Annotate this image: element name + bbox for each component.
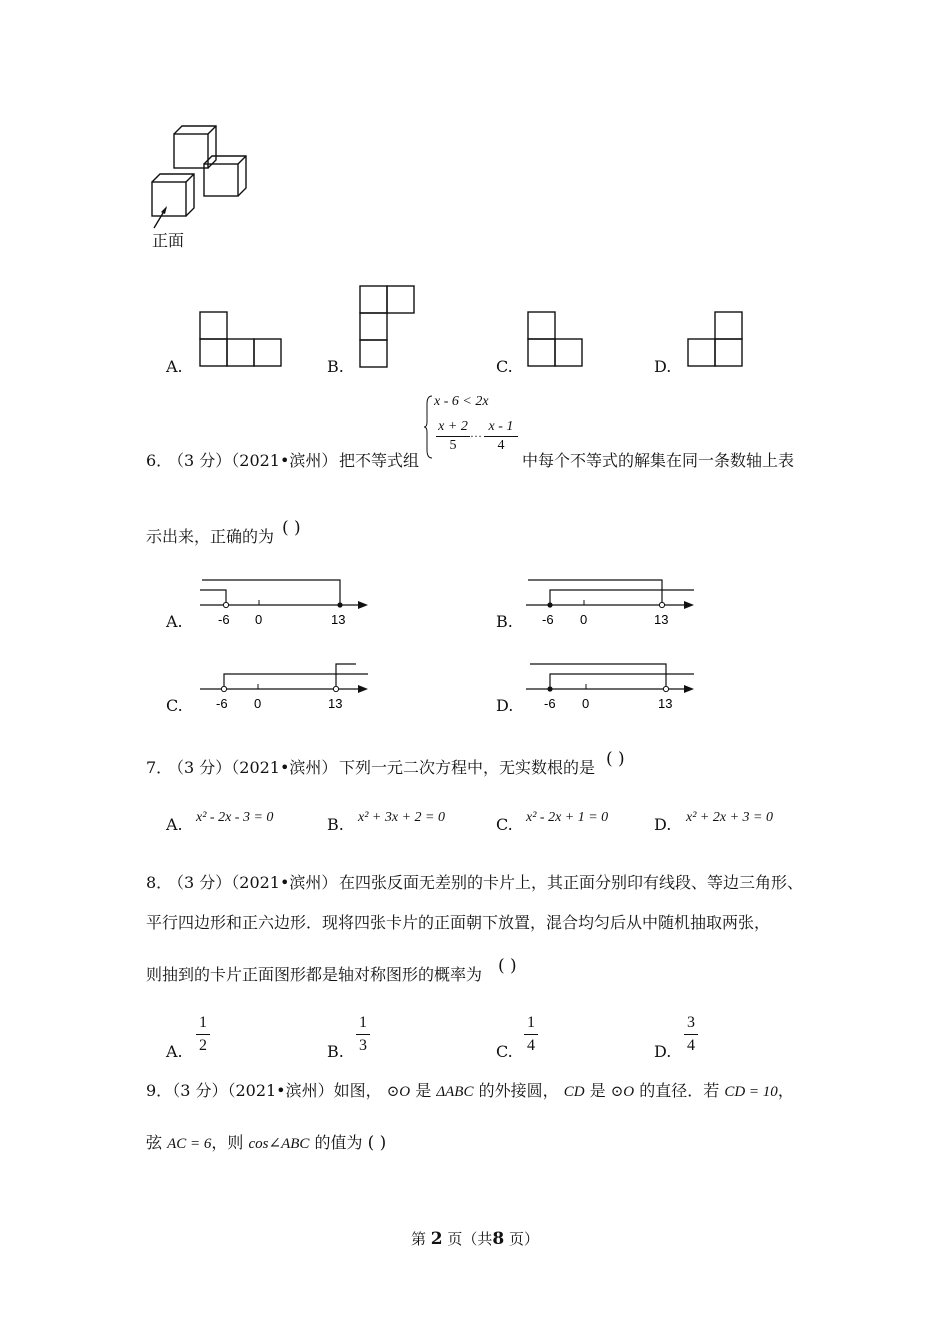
q6-frac-right-den: 4	[497, 438, 505, 453]
q8-line3: 则抽到的卡片正面图形都是轴对称图形的概率为	[146, 965, 483, 984]
q7-option-a-letter[interactable]: A.	[166, 815, 183, 834]
q8-option-d-letter[interactable]: D.	[654, 1042, 672, 1061]
tick-label: 13	[654, 612, 669, 627]
frac-den: 4	[527, 1037, 535, 1054]
tick-label: 13	[328, 696, 343, 711]
q6-option-b-numberline[interactable]	[522, 572, 702, 632]
q6-answer-paren[interactable]: ( )	[282, 518, 301, 538]
q6-frac-right	[484, 419, 518, 454]
q6-option-d-numberline[interactable]	[522, 656, 702, 716]
q9-line1	[146, 1078, 794, 1101]
q6-number: 6．	[146, 451, 173, 470]
footer-text: 页（共	[447, 1230, 493, 1248]
tick-label: -6	[216, 696, 228, 711]
q6-option-c-letter[interactable]: C.	[166, 696, 183, 715]
frac-num: 1	[199, 1014, 207, 1031]
q7-option-c-eq[interactable]: x² - 2x + 1 = 0	[526, 810, 609, 825]
q9-math: AC = 6	[167, 1136, 212, 1152]
tick-label: -6	[218, 612, 230, 627]
q9-math: cos∠ABC	[248, 1136, 310, 1152]
q9-math: ΔABC	[436, 1084, 474, 1100]
q9-text: ，则	[211, 1133, 244, 1152]
q8-option-b-letter[interactable]: B.	[327, 1042, 344, 1061]
q5-option-d-view[interactable]	[686, 310, 746, 370]
q9-math: ⊙O	[386, 1084, 411, 1100]
q9-text: ，	[777, 1081, 794, 1100]
tick-label: -6	[544, 696, 556, 711]
q5-option-b-view[interactable]	[358, 284, 418, 370]
q6-option-a-letter[interactable]: A.	[166, 612, 183, 631]
frac-num: 3	[687, 1014, 695, 1031]
q6-option-d-letter[interactable]: D.	[496, 696, 514, 715]
q7-option-d-eq[interactable]: x² + 2x + 3 = 0	[686, 810, 773, 825]
frac-den: 4	[687, 1037, 695, 1054]
q6-meta: （3 分）（2021•滨州）	[168, 451, 338, 470]
q9-text: 是	[415, 1081, 432, 1100]
q7-answer-paren[interactable]: ( )	[606, 749, 625, 769]
footer-text: 第	[410, 1230, 426, 1248]
tick-label: 13	[658, 696, 673, 711]
q6-frac-left-den: 5	[449, 438, 457, 453]
tick-label: 0	[580, 612, 588, 627]
q8-option-b-frac[interactable]	[356, 1014, 370, 1055]
front-label: 正面	[152, 231, 185, 250]
q6-frac-left-num: x + 2	[438, 419, 468, 434]
q6-option-b-letter[interactable]: B.	[496, 612, 513, 631]
q5-option-c-view[interactable]	[526, 310, 586, 370]
q9-text: 的外接圆，	[478, 1081, 559, 1100]
q8-line1: 在四张反面无差别的卡片上，其正面分别印有线段、等边三角形、	[339, 873, 804, 892]
q9-number: 9．	[146, 1081, 173, 1100]
q5-option-a-view[interactable]	[198, 310, 284, 370]
page-footer	[0, 1228, 950, 1249]
q6-option-c-numberline[interactable]	[196, 656, 376, 716]
q6-frac-left	[436, 419, 470, 454]
footer-text: 页）	[509, 1230, 540, 1248]
frac-num: 1	[527, 1014, 535, 1031]
q6-text-before: 把不等式组	[339, 451, 420, 470]
q9-math: CD = 10	[724, 1084, 778, 1100]
q6-option-a-numberline[interactable]	[196, 572, 376, 632]
q6-rel: …	[470, 426, 482, 440]
q9-text: 的值为	[314, 1133, 363, 1152]
tick-label: 13	[331, 612, 346, 627]
q9-text: 弦	[146, 1133, 163, 1152]
q7-option-c-letter[interactable]: C.	[496, 815, 513, 834]
total-pages: 8	[492, 1229, 505, 1249]
q8-option-c-frac[interactable]	[524, 1014, 538, 1055]
q9-text: 是	[589, 1081, 606, 1100]
q9-answer-paren[interactable]: ( )	[367, 1133, 387, 1153]
q8-option-c-letter[interactable]: C.	[496, 1042, 513, 1061]
q8-option-d-frac[interactable]	[684, 1014, 698, 1055]
q7-text: 下列一元二次方程中，无实数根的是	[339, 758, 596, 777]
q7-option-b-eq[interactable]: x² + 3x + 2 = 0	[358, 810, 445, 825]
q5-option-c-letter[interactable]: C.	[496, 357, 513, 376]
q8-option-a-frac[interactable]	[196, 1014, 210, 1055]
frac-den: 2	[199, 1037, 207, 1054]
frac-num: 1	[359, 1014, 367, 1031]
tick-label: 0	[582, 696, 590, 711]
q6-system-line1: x - 6 < 2x	[434, 394, 489, 409]
q7-number: 7．	[146, 758, 173, 777]
q6-line2: 示出来，正确的为	[146, 527, 275, 546]
q8-answer-paren[interactable]: ( )	[498, 956, 517, 976]
q8-option-a-letter[interactable]: A.	[166, 1042, 183, 1061]
q5-option-a-letter[interactable]: A.	[166, 357, 183, 376]
tick-label: 0	[255, 612, 263, 627]
q8-meta: （3 分）（2021•滨州）	[168, 873, 338, 892]
q8-line2: 平行四边形和正六边形．现将四张卡片的正面朝下放置，混合均匀后从中随机抽取两张，	[146, 913, 771, 932]
q6-brace	[424, 394, 434, 460]
q9-math: ⊙O	[610, 1084, 635, 1100]
q5-option-b-letter[interactable]: B.	[327, 357, 344, 376]
q8-number: 8．	[146, 873, 173, 892]
tick-label: -6	[542, 612, 554, 627]
q5-option-d-letter[interactable]: D.	[654, 357, 672, 376]
q9-line2	[146, 1130, 386, 1153]
q6-text-after: 中每个不等式的解集在同一条数轴上表	[522, 451, 795, 470]
q7-meta: （3 分）（2021•滨州）	[168, 758, 338, 777]
frac-den: 3	[359, 1037, 367, 1054]
q7-option-d-letter[interactable]: D.	[654, 815, 672, 834]
page-number: 2	[430, 1229, 443, 1249]
q7-option-a-eq[interactable]: x² - 2x - 3 = 0	[196, 810, 274, 825]
q9-text: 的直径．若	[639, 1081, 720, 1100]
q6-frac-right-num: x - 1	[488, 419, 514, 434]
tick-label: 0	[254, 696, 262, 711]
q9-text: 如图，	[333, 1081, 382, 1100]
q7-option-b-letter[interactable]: B.	[327, 815, 344, 834]
q9-math: CD	[563, 1084, 585, 1100]
q9-meta: （3 分）（2021•滨州）	[172, 1081, 334, 1100]
